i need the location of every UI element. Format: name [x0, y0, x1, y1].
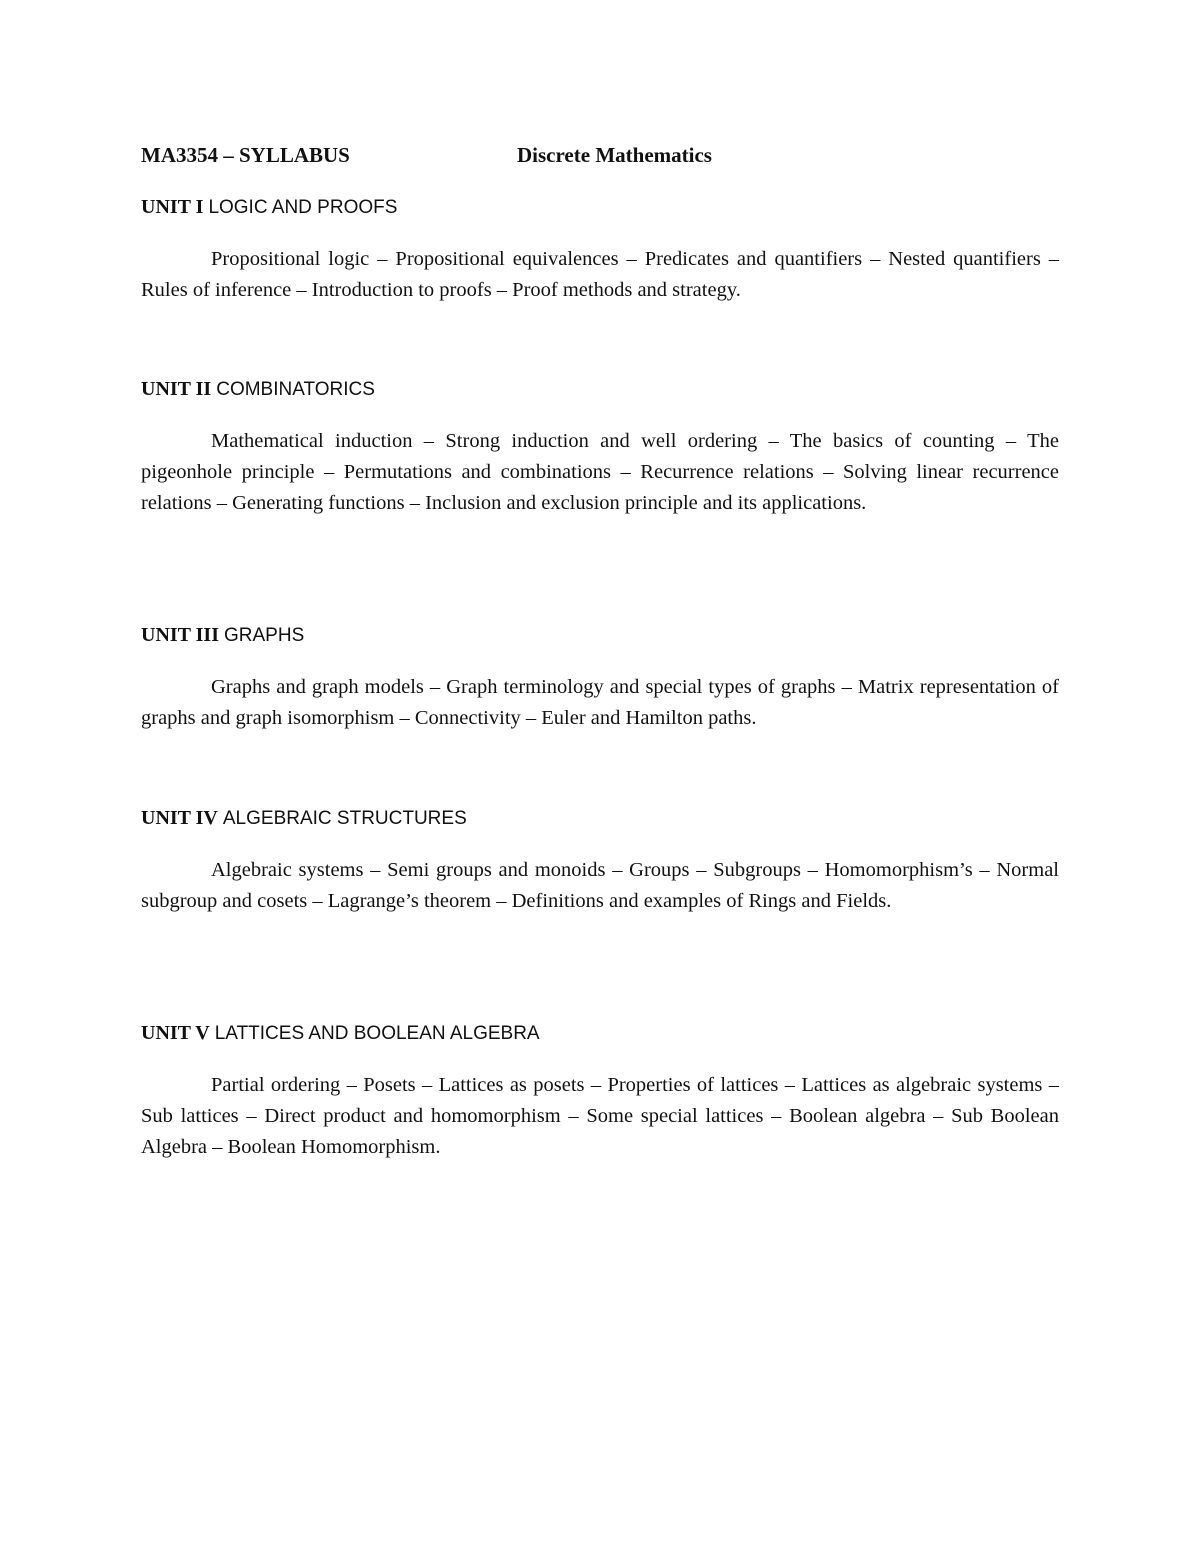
unit-heading	[141, 192, 1059, 223]
unit-topics: Graphs and graph models – Graph terminology and special types of graphs – Matrix representation of graphs and graph isomorphism – Connectivity – Euler and Hamilton paths.	[141, 676, 1059, 729]
course-code: MA3354 – SYLLABUS	[141, 143, 350, 167]
unit-section-2	[141, 374, 1059, 519]
unit-section-3	[141, 620, 1059, 734]
unit-title: LOGIC AND PROOFS	[208, 197, 398, 218]
unit-heading	[141, 620, 1059, 651]
unit-title: ALGEBRAIC STRUCTURES	[222, 808, 467, 829]
unit-label: UNIT I	[141, 196, 204, 218]
unit-section-4	[141, 803, 1059, 917]
unit-title: LATTICES AND BOOLEAN ALGEBRA	[214, 1023, 540, 1044]
unit-title: GRAPHS	[224, 625, 305, 646]
unit-section-5	[141, 1018, 1059, 1163]
unit-topics: Partial ordering – Posets – Lattices as posets – Properties of lattices – Lattices as algebraic systems – Sub lattices – Direct product and homomorphism – Some special lattices – Boolean algebra – Sub Boolean Algebra – Boolean Homomorphism.	[141, 1074, 1059, 1158]
unit-topics: Algebraic systems – Semi groups and monoids – Groups – Subgroups – Homomorphism’s – Normal subgroup and cosets – Lagrange’s theorem – Definitions and examples of Rings and Fields.	[141, 859, 1059, 912]
unit-label: UNIT III	[141, 624, 219, 646]
unit-label: UNIT V	[141, 1022, 210, 1044]
unit-heading	[141, 803, 1059, 834]
unit-title: COMBINATORICS	[216, 379, 375, 400]
unit-topics: Mathematical induction – Strong induction and well ordering – The basics of counting – The pigeonhole principle – Permutations and combinations – Recurrence relations – Solving linear recurrence relations – Generating functions – Inclusion and exclusion principle and its applications.	[141, 430, 1059, 514]
unit-section-1	[141, 192, 1059, 306]
unit-label: UNIT II	[141, 378, 212, 400]
unit-topics: Propositional logic – Propositional equivalences – Predicates and quantifiers – Nested quantifiers – Rules of inference – Introduction to proofs – Proof methods and strategy.	[141, 248, 1059, 301]
unit-heading	[141, 374, 1059, 405]
unit-heading	[141, 1018, 1059, 1049]
unit-label: UNIT IV	[141, 807, 218, 829]
course-title: Discrete Mathematics	[517, 143, 712, 167]
